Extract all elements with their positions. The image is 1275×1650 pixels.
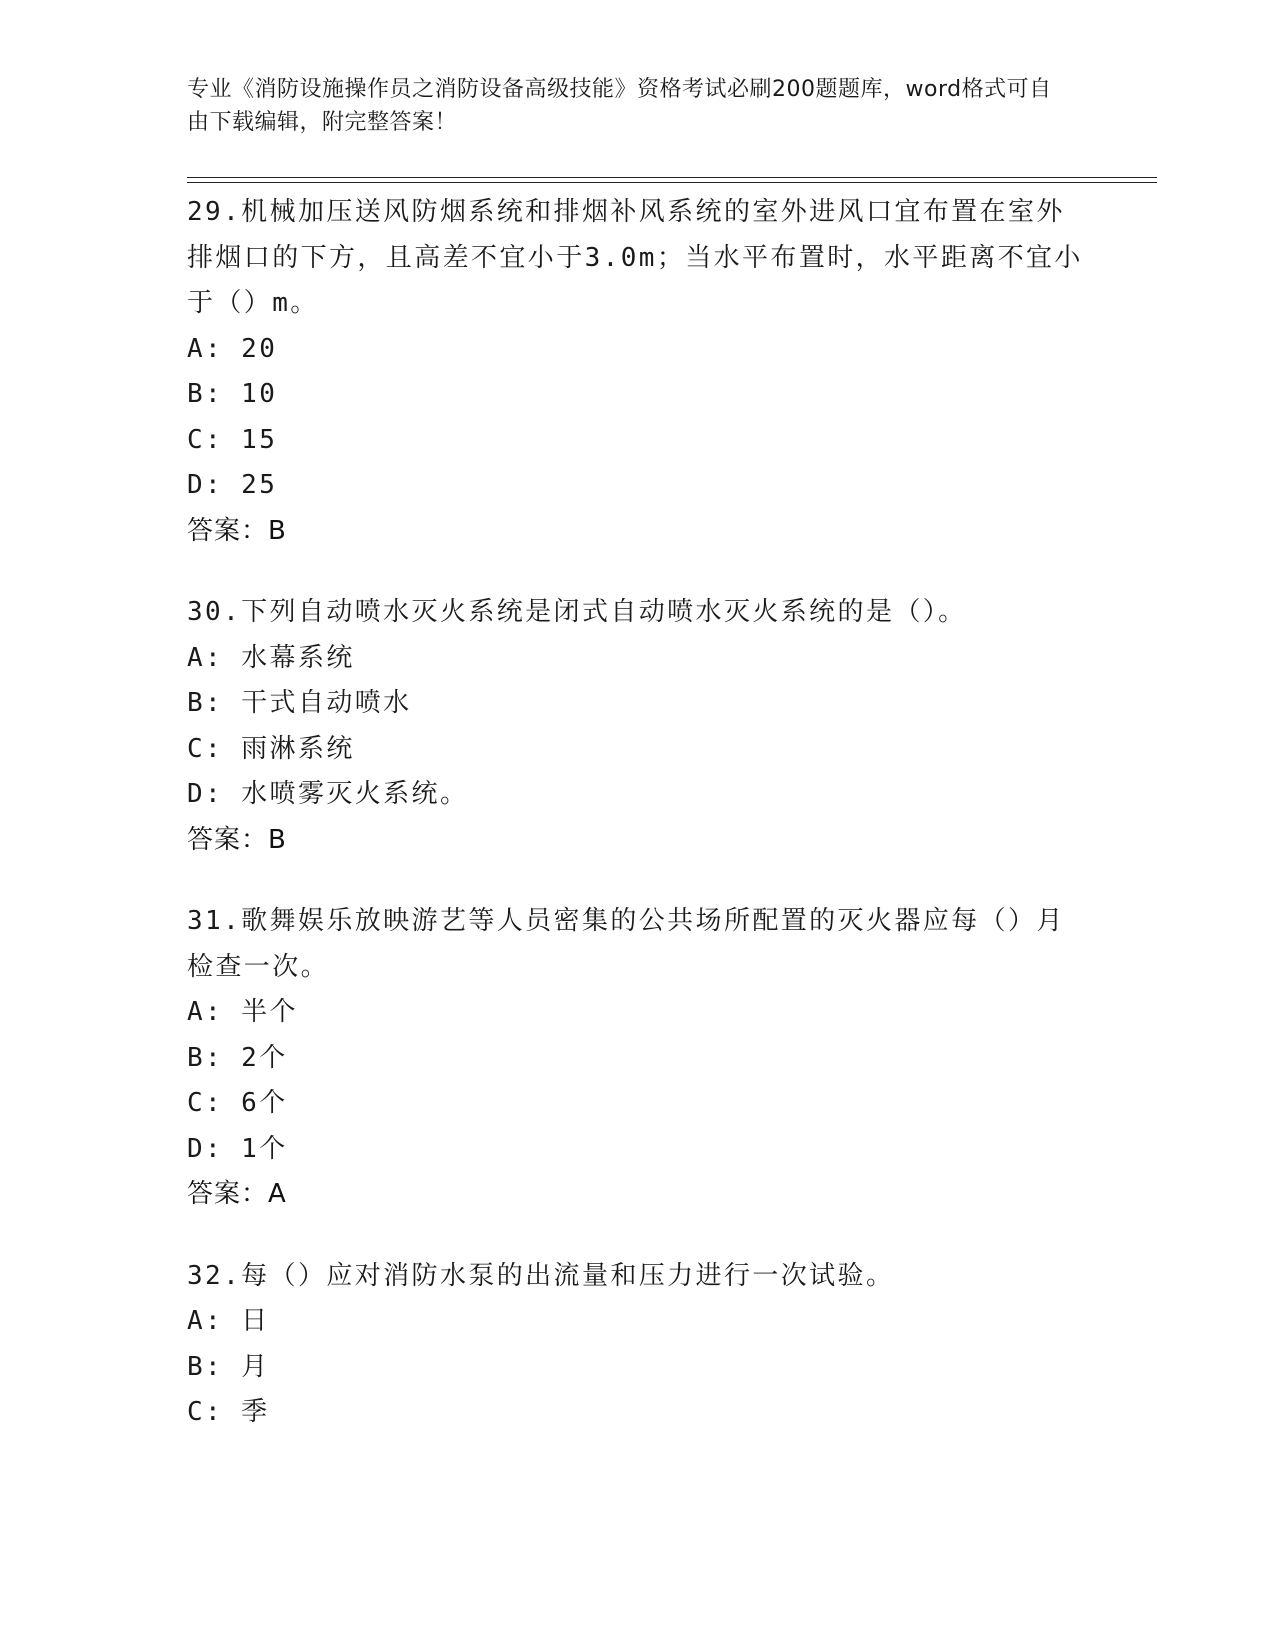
question-list <box>187 190 1087 1472</box>
option-c: C: 6个 <box>187 1088 288 1118</box>
option-d: D: 25 <box>187 470 278 500</box>
option-d: D: 1个 <box>187 1133 288 1164</box>
question-31 <box>187 899 1087 1218</box>
option-c: C: 雨淋系统 <box>187 733 355 764</box>
option-c: C: 季 <box>187 1397 270 1427</box>
option-d: D: 水喷雾灭火系统。 <box>187 779 469 809</box>
question-29 <box>187 190 1087 554</box>
header-divider-top <box>187 177 1157 178</box>
answer: 答案：B <box>187 515 287 546</box>
option-a: A: 日 <box>187 1306 270 1336</box>
option-a: A: 20 <box>187 333 278 364</box>
document-header: 专业《消防设施操作员之消防设备高级技能》资格考试必刷200题题库，word格式可自由下载编辑，附完整答案！ <box>187 77 1052 135</box>
option-b: B: 10 <box>187 379 278 409</box>
option-a: A: 水幕系统 <box>187 642 355 673</box>
option-b: B: 2个 <box>187 1042 288 1073</box>
option-b: B: 月 <box>187 1351 270 1382</box>
question-stem: 31.歌舞娱乐放映游艺等人员密集的公共场所配置的灭火器应每（）月检查一次。 <box>187 906 1065 982</box>
header-divider-bottom <box>187 182 1157 183</box>
option-a: A: 半个 <box>187 997 298 1027</box>
question-stem: 30.下列自动喷水灭火系统是闭式自动喷水灭火系统的是（）。 <box>187 597 967 627</box>
question-stem: 29.机械加压送风防烟系统和排烟补风系统的室外进风口宜布置在室外排烟口的下方，且高差不宜小于3.0m；当水平布置时，水平距离不宜小于（）m。 <box>187 197 1083 318</box>
answer: 答案：A <box>187 1179 287 1209</box>
question-stem: 32.每（）应对消防水泵的出流量和压力进行一次试验。 <box>187 1260 895 1291</box>
question-30 <box>187 590 1087 863</box>
option-c: C: 15 <box>187 424 278 455</box>
answer: 答案：B <box>187 824 287 855</box>
option-b: B: 干式自动喷水 <box>187 688 412 718</box>
question-32 <box>187 1254 1087 1436</box>
